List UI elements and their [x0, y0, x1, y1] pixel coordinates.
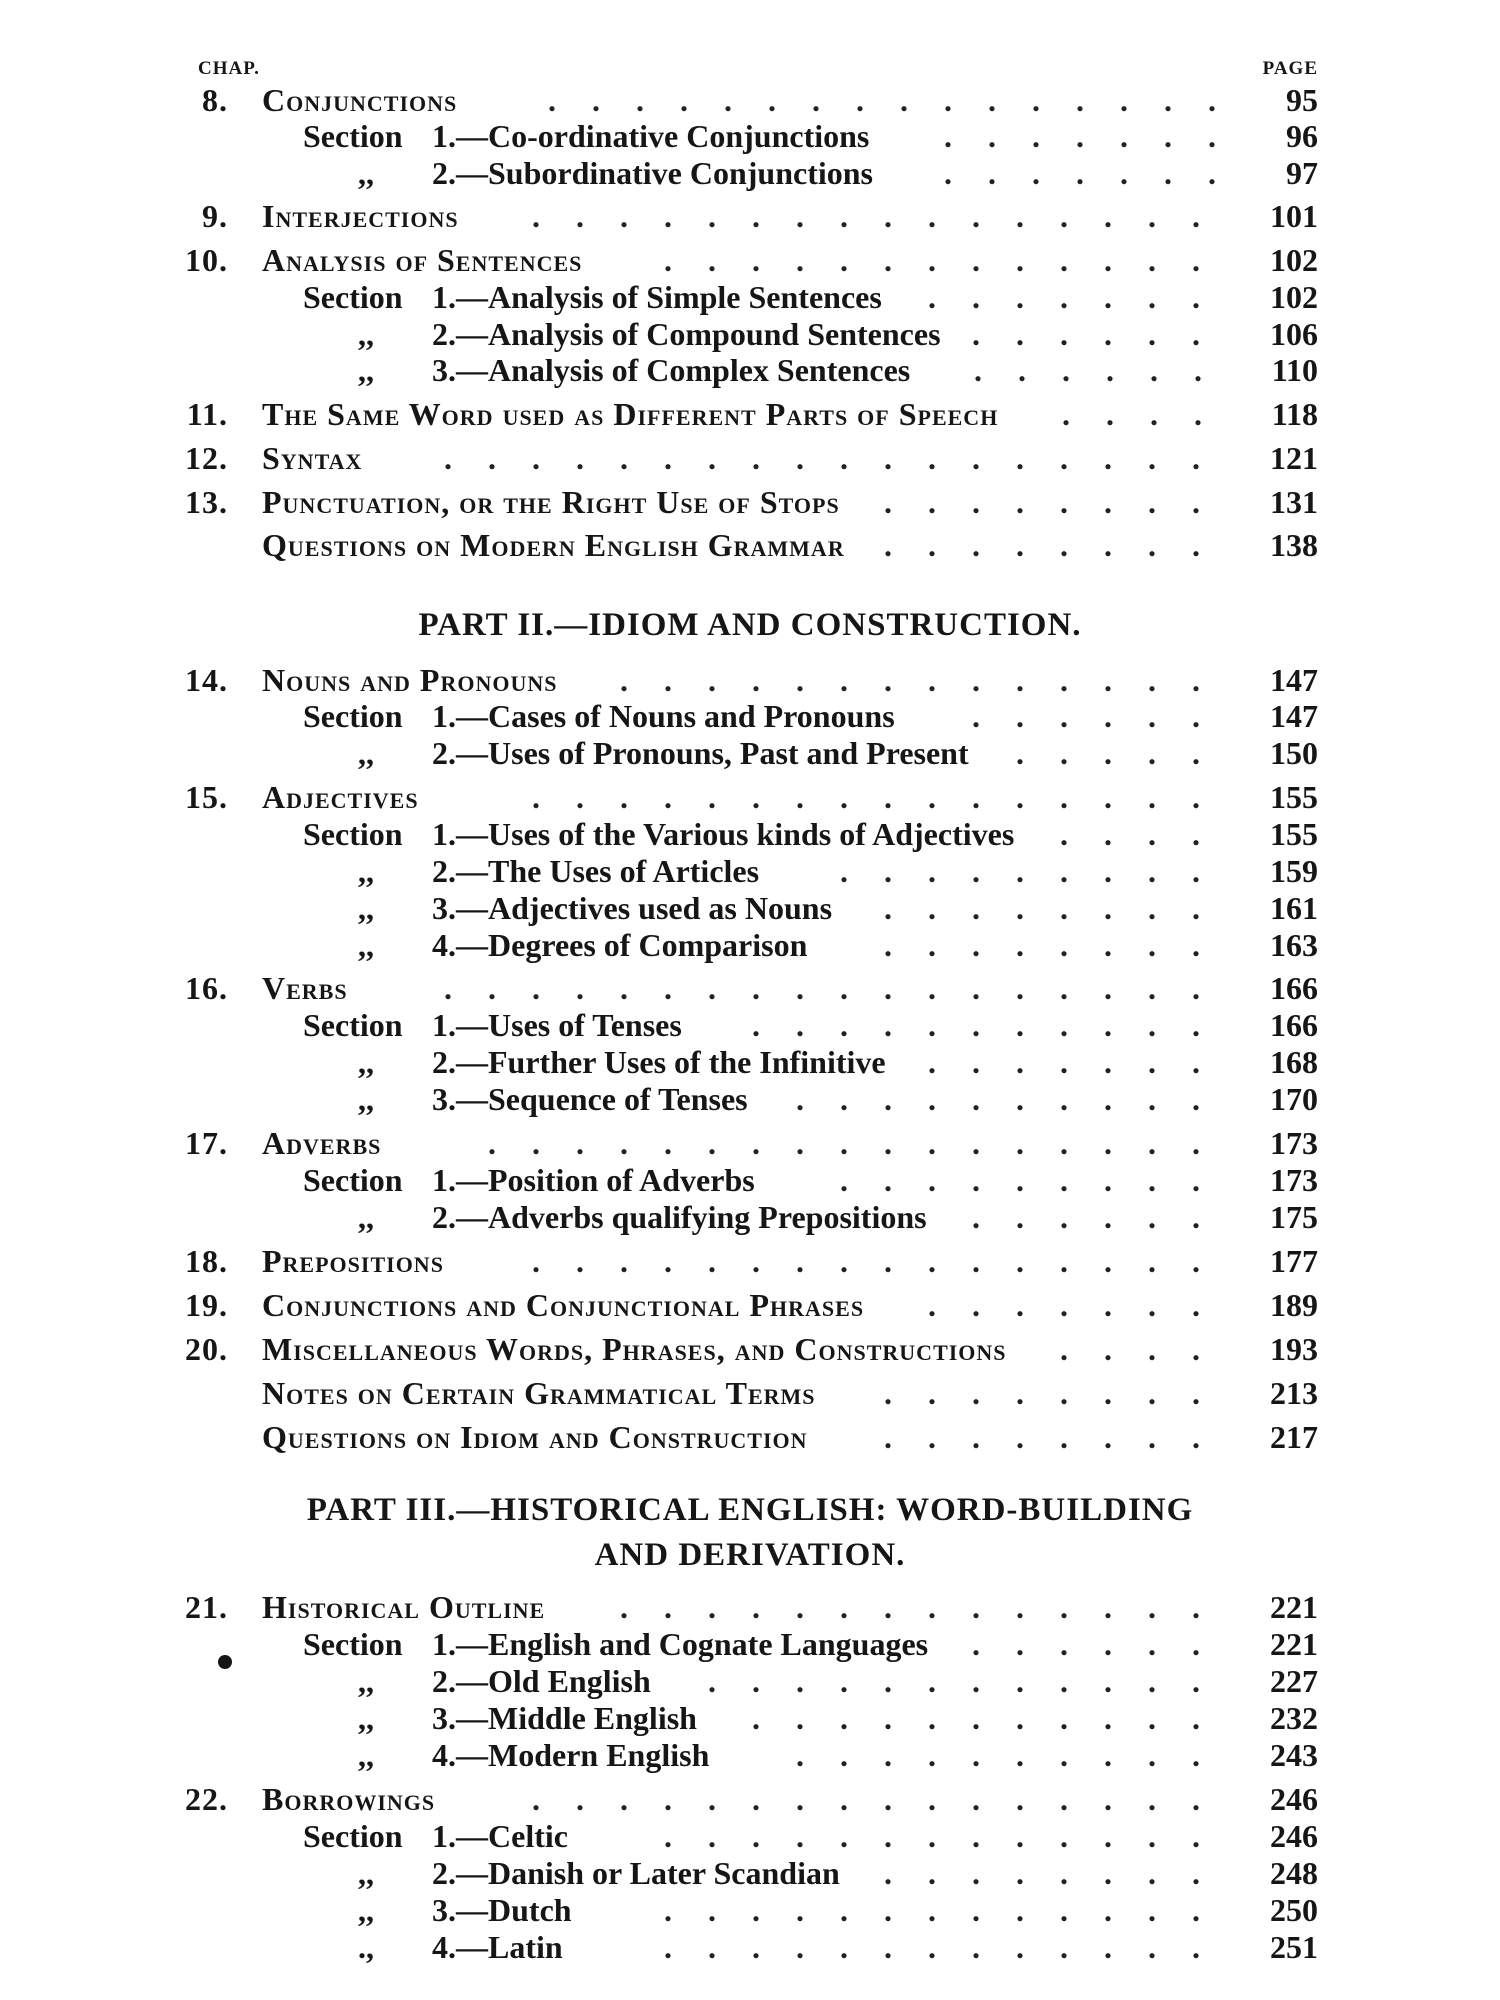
leader-dots: ........: [884, 527, 1236, 563]
chapter-title: Borrowings: [262, 1781, 436, 1817]
leader-dots: ......: [972, 1199, 1236, 1235]
toc-chapter-entry: [0, 1331, 1500, 1367]
toc-section-entry: [0, 1892, 1500, 1928]
page-number: 173: [1270, 1162, 1318, 1198]
leader-dots: .............: [664, 1818, 1236, 1854]
section-title: 1.—English and Cognate Languages: [432, 1626, 929, 1662]
toc-section-entry: [0, 279, 1500, 315]
section-title: 2.—Adverbs qualifying Prepositions: [432, 1199, 927, 1235]
page-number: 168: [1270, 1044, 1318, 1080]
toc-section-entry: [0, 352, 1500, 388]
section-title: 3.—Middle English: [432, 1700, 697, 1736]
chapter-number: 17.: [185, 1125, 228, 1161]
leader-dots: .................: [488, 1125, 1236, 1161]
leader-dots: ................: [532, 1243, 1236, 1279]
toc-section-entry: [0, 698, 1500, 734]
leader-dots: .......: [944, 155, 1252, 191]
page-number: 246: [1270, 1818, 1318, 1854]
toc-chapter-entry: [0, 396, 1500, 432]
toc-chapter-entry: [0, 1419, 1500, 1455]
chap-column-header: CHAP.: [198, 58, 260, 79]
leader-dots: ......: [972, 316, 1236, 352]
chapter-title: Questions on Modern English Grammar: [262, 527, 845, 563]
page-number: 248: [1270, 1855, 1318, 1891]
leader-dots: ..............: [620, 662, 1236, 698]
chapter-title: Notes on Certain Grammatical Terms: [262, 1375, 816, 1411]
leader-dots: ....: [1062, 396, 1238, 432]
leader-dots: .............: [664, 242, 1236, 278]
page-number: 121: [1270, 440, 1318, 476]
leader-dots: .........: [840, 1162, 1236, 1198]
section-title: 4.—Degrees of Comparison: [432, 927, 808, 963]
toc-section-entry: [0, 1199, 1500, 1235]
leader-dots: .............: [664, 1892, 1236, 1928]
leader-dots: ...........: [752, 1007, 1236, 1043]
chapter-title: Conjunctions and Conjunctional Phrases: [262, 1287, 865, 1323]
page-number: 221: [1270, 1589, 1318, 1625]
page-number: 193: [1270, 1331, 1318, 1367]
toc-chapter-entry: [0, 198, 1500, 234]
section-title: 2.—The Uses of Articles: [432, 853, 760, 889]
part2-heading: PART II.—IDIOM AND CONSTRUCTION.: [418, 607, 1082, 643]
toc-chapter-entry: [0, 779, 1500, 815]
toc-chapter-entry: [0, 1781, 1500, 1817]
section-prefix: Section: [303, 1818, 403, 1854]
chapter-number: 20.: [185, 1331, 228, 1367]
leader-dots: ................: [532, 779, 1236, 815]
leader-dots: ......: [972, 1626, 1236, 1662]
page-number: 150: [1270, 735, 1318, 771]
ditto-mark: ,,: [358, 155, 374, 191]
toc-section-entry: [0, 1700, 1500, 1736]
chapter-title: Historical Outline: [262, 1589, 546, 1625]
page-number: 138: [1270, 527, 1318, 563]
chapter-title: Conjunctions: [262, 82, 458, 118]
section-prefix: Section: [303, 1007, 403, 1043]
chapter-number: 15.: [185, 779, 228, 815]
page-number: 131: [1270, 484, 1318, 520]
leader-dots: ........: [884, 484, 1236, 520]
toc-section-entry: [0, 155, 1500, 191]
leader-dots: ........: [884, 890, 1236, 926]
ditto-mark: ,,: [358, 352, 374, 388]
page-number: 101: [1270, 198, 1318, 234]
chapter-title: Analysis of Sentences: [262, 242, 583, 278]
page-number: 163: [1270, 927, 1318, 963]
toc-chapter-entry: [0, 242, 1500, 278]
section-title: 4.—Latin: [432, 1929, 563, 1965]
leader-dots: ...........: [752, 1700, 1236, 1736]
leader-dots: ........: [884, 1855, 1236, 1891]
page-number: 159: [1270, 853, 1318, 889]
part3-heading-line1: PART III.—HISTORICAL ENGLISH: WORD-BUILDING: [306, 1492, 1194, 1528]
toc-section-entry: [0, 816, 1500, 852]
leader-dots: ........: [884, 1419, 1236, 1455]
page-number: 243: [1270, 1737, 1318, 1773]
leader-dots: .......: [928, 1287, 1236, 1323]
section-prefix: Section: [303, 816, 403, 852]
ditto-mark: ,,: [358, 890, 374, 926]
leader-dots: .........: [840, 853, 1236, 889]
toc-section-entry: [0, 853, 1500, 889]
toc-section-entry: [0, 1929, 1500, 1965]
page-number: 175: [1270, 1199, 1318, 1235]
section-title: 2.—Danish or Later Scandian: [432, 1855, 840, 1891]
page-number: 232: [1270, 1700, 1318, 1736]
toc-chapter-entry: [0, 1287, 1500, 1323]
chapter-title: Adverbs: [262, 1125, 382, 1161]
leader-dots: ........: [884, 1375, 1236, 1411]
section-title: 3.—Dutch: [432, 1892, 572, 1928]
section-title: 3.—Adjectives used as Nouns: [432, 890, 833, 926]
chapter-title: Interjections: [262, 198, 459, 234]
page-number: 166: [1270, 970, 1318, 1006]
leader-dots: ..........: [796, 1737, 1236, 1773]
section-title: 3.—Analysis of Complex Sentences: [432, 352, 911, 388]
section-prefix: Section: [303, 1626, 403, 1662]
section-prefix: Section: [303, 118, 403, 154]
toc-section-entry: [0, 118, 1500, 154]
section-title: 1.—Position of Adverbs: [432, 1162, 755, 1198]
ditto-mark: ,,: [358, 1663, 374, 1699]
page-number: 147: [1270, 662, 1318, 698]
page-number: 189: [1270, 1287, 1318, 1323]
page-number: 147: [1270, 698, 1318, 734]
page-number: 95: [1286, 82, 1318, 118]
leader-dots: ................: [532, 1781, 1236, 1817]
chapter-number: 22.: [185, 1781, 228, 1817]
ditto-mark: ,,: [358, 1892, 374, 1928]
leader-dots: .............: [664, 1929, 1236, 1965]
toc-section-entry: [0, 735, 1500, 771]
page-number: 166: [1270, 1007, 1318, 1043]
section-title: 1.—Uses of the Various kinds of Adjectives: [432, 816, 1015, 852]
ditto-mark: ,,: [358, 316, 374, 352]
chapter-title: Questions on Idiom and Construction: [262, 1419, 808, 1455]
leader-dots: ....: [1060, 816, 1236, 852]
part3-heading-line2: AND DERIVATION.: [594, 1537, 906, 1573]
toc-chapter-entry: [0, 1125, 1500, 1161]
page-number: 97: [1286, 155, 1318, 191]
chapter-number: 12.: [185, 440, 228, 476]
chapter-number: 16.: [185, 970, 228, 1006]
toc-chapter-entry: [0, 527, 1500, 563]
leader-dots: ..........: [796, 1081, 1236, 1117]
page-number: 102: [1270, 279, 1318, 315]
page-number: 161: [1270, 890, 1318, 926]
chapter-title: Miscellaneous Words, Phrases, and Constructions: [262, 1331, 1007, 1367]
toc-section-entry: [0, 1818, 1500, 1854]
chapter-number: 10.: [185, 242, 228, 278]
page-number: 177: [1270, 1243, 1318, 1279]
section-title: 1.—Cases of Nouns and Pronouns: [432, 698, 895, 734]
leader-dots: .....: [1016, 735, 1236, 771]
chapter-number: 18.: [185, 1243, 228, 1279]
chapter-number: 11.: [186, 396, 228, 432]
section-prefix: Section: [303, 1162, 403, 1198]
page-number: 106: [1270, 316, 1318, 352]
toc-section-entry: [0, 1044, 1500, 1080]
toc-chapter-entry: [0, 82, 1500, 118]
toc-chapter-entry: [0, 1375, 1500, 1411]
page-number: 217: [1270, 1419, 1318, 1455]
ditto-mark: ,,: [358, 1700, 374, 1736]
page-number: 102: [1270, 242, 1318, 278]
page-number: 250: [1270, 1892, 1318, 1928]
ditto-mark: ,,: [358, 1855, 374, 1891]
section-title: 2.—Analysis of Compound Sentences: [432, 316, 941, 352]
leader-dots: ......: [974, 352, 1238, 388]
leader-dots: .......: [928, 279, 1236, 315]
leader-dots: ......: [972, 698, 1236, 734]
chapter-number: 21.: [185, 1589, 228, 1625]
ink-blot-icon: [218, 1655, 232, 1669]
ditto-mark: ,,: [358, 1081, 374, 1117]
page-number: 110: [1271, 352, 1318, 388]
toc-chapter-entry: [0, 1589, 1500, 1625]
toc-section-entry: [0, 1081, 1500, 1117]
toc-section-entry: [0, 927, 1500, 963]
page-number: 227: [1270, 1663, 1318, 1699]
toc-section-entry: [0, 890, 1500, 926]
section-title: 2.—Old English: [432, 1663, 651, 1699]
leader-dots: ....: [1060, 1331, 1236, 1367]
leader-dots: ................: [532, 198, 1236, 234]
ditto-mark: ,,: [358, 927, 374, 963]
chapter-number: 19.: [185, 1287, 228, 1323]
toc-section-entry: [0, 1737, 1500, 1773]
toc-chapter-entry: [0, 484, 1500, 520]
ditto-mark: ,,: [358, 1737, 374, 1773]
leader-dots: ........: [884, 927, 1236, 963]
chapter-title: Adjectives: [262, 779, 419, 815]
chapter-title: The Same Word used as Different Parts of Speech: [262, 396, 999, 432]
chapter-title: Verbs: [262, 970, 348, 1006]
toc-chapter-entry: [0, 662, 1500, 698]
ditto-mark: ,,: [358, 1199, 374, 1235]
section-prefix: Section: [303, 279, 403, 315]
chapter-number: 13.: [185, 484, 228, 520]
chapter-title: Punctuation, or the Right Use of Stops: [262, 484, 840, 520]
leader-dots: ..................: [444, 970, 1236, 1006]
page-number: 221: [1270, 1626, 1318, 1662]
ditto-mark: .,: [358, 1929, 374, 1965]
page-column-header: PAGE: [1262, 58, 1318, 79]
leader-dots: .......: [928, 1044, 1236, 1080]
leader-dots: ............: [708, 1663, 1236, 1699]
ditto-mark: ,,: [358, 853, 374, 889]
page-number: 155: [1270, 816, 1318, 852]
section-title: 2.—Subordinative Conjunctions: [432, 155, 873, 191]
chapter-number: 9.: [202, 198, 228, 234]
chapter-title: Syntax: [262, 440, 363, 476]
section-title: 4.—Modern English: [432, 1737, 710, 1773]
section-title: 1.—Celtic: [432, 1818, 568, 1854]
leader-dots: ..............: [620, 1589, 1236, 1625]
section-title: 2.—Further Uses of the Infinitive: [432, 1044, 886, 1080]
chapter-number: 14.: [185, 662, 228, 698]
ditto-mark: ,,: [358, 735, 374, 771]
page-number: 170: [1270, 1081, 1318, 1117]
chapter-number: 8.: [202, 82, 228, 118]
section-title: 2.—Uses of Pronouns, Past and Present: [432, 735, 969, 771]
page-number: 246: [1270, 1781, 1318, 1817]
ditto-mark: ,,: [358, 1044, 374, 1080]
toc-section-entry: [0, 316, 1500, 352]
page-number: 173: [1270, 1125, 1318, 1161]
section-title: 3.—Sequence of Tenses: [432, 1081, 748, 1117]
page-number: 96: [1286, 118, 1318, 154]
toc-section-entry: [0, 1007, 1500, 1043]
leader-dots: .......: [944, 118, 1252, 154]
toc-section-entry: [0, 1855, 1500, 1891]
toc-chapter-entry: [0, 1243, 1500, 1279]
leader-dots: ................: [548, 82, 1252, 118]
section-title: 1.—Uses of Tenses: [432, 1007, 682, 1043]
page-number: 213: [1270, 1375, 1318, 1411]
section-prefix: Section: [303, 698, 403, 734]
page-number: 251: [1270, 1929, 1318, 1965]
toc-section-entry: [0, 1162, 1500, 1198]
toc-chapter-entry: [0, 440, 1500, 476]
toc-chapter-entry: [0, 970, 1500, 1006]
chapter-title: Nouns and Pronouns: [262, 662, 558, 698]
section-title: 1.—Co-ordinative Conjunctions: [432, 118, 870, 154]
page-number: 118: [1271, 396, 1318, 432]
leader-dots: ..................: [444, 440, 1236, 476]
page-number: 155: [1270, 779, 1318, 815]
section-title: 1.—Analysis of Simple Sentences: [432, 279, 882, 315]
chapter-title: Prepositions: [262, 1243, 444, 1279]
